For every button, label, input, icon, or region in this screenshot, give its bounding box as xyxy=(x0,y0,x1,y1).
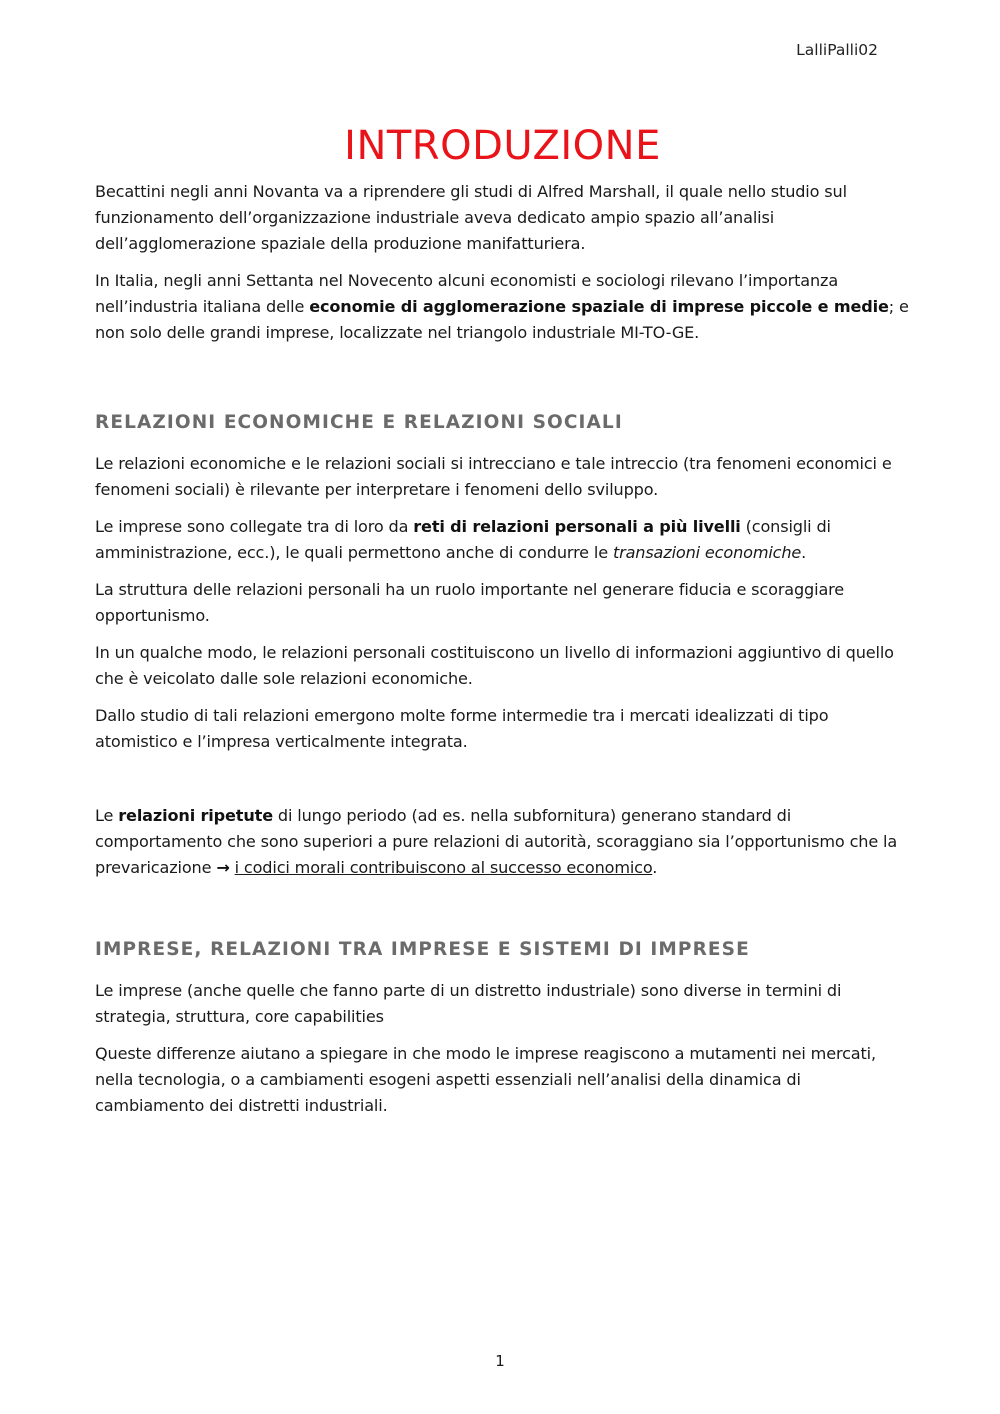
text-run: Le xyxy=(95,806,119,825)
page-number: 1 xyxy=(495,1352,505,1370)
section1-paragraph-1: Le relazioni economiche e le relazioni sociali si intrecciano e tale intreccio (tra fenomeni economici e fenomeni sociali) è rilevante per interpretare i fenomeni dello sviluppo. xyxy=(95,454,892,499)
bold-text: reti di relazioni personali a più livelli xyxy=(413,517,741,536)
section2-paragraph-2: Queste differenze aiutano a spiegare in che modo le imprese reagiscono a mutamenti nei mercati, nella tecnologia, o a cambiamenti esogeni aspetti essenziali nell’analisi della dinamica di cambiamento dei distretti industriali. xyxy=(95,1044,876,1115)
section1-paragraph-4: In un qualche modo, le relazioni personali costituiscono un livello di informazioni aggiuntivo di quello che è veicolato dalle sole relazioni economiche. xyxy=(95,643,894,688)
text-run: In Italia, negli anni Settanta nel Novecento alcuni economisti e sociologi rilevano l’importanza nell’industria italiana delle xyxy=(95,271,839,316)
section-heading-imprese: IMPRESE, RELAZIONI TRA IMPRESE E SISTEMI DI IMPRESE xyxy=(95,939,750,960)
text-run: (consigli di amministrazione, ecc.), le quali permettono anche di condurre le xyxy=(95,517,831,562)
section1-paragraph-2 xyxy=(95,514,910,566)
text-run: di lungo periodo (ad es. nella subfornitura) generano standard di comportamento che sono superiori a pure relazioni di autorità, scoraggiano sia l’opportunismo che la prevaricazione xyxy=(95,806,898,877)
section-heading-relazioni: RELAZIONI ECONOMICHE E RELAZIONI SOCIALI xyxy=(95,412,623,433)
bold-text: economie di agglomerazione spaziale di imprese piccole e medie xyxy=(309,297,889,316)
header-author: LalliPalli02 xyxy=(796,41,878,59)
intro-paragraph-2 xyxy=(95,268,910,346)
underlined-text: i codici morali contribuiscono al successo economico xyxy=(234,858,653,877)
document-body xyxy=(95,122,910,1130)
arrow-right-icon: → xyxy=(216,858,230,877)
text-run: . xyxy=(652,858,658,877)
section1-paragraph-3: La struttura delle relazioni personali ha un ruolo importante nel generare fiducia e scoraggiare opportunismo. xyxy=(95,580,845,625)
intro-paragraph-1: Becattini negli anni Novanta va a riprendere gli studi di Alfred Marshall, il quale nello studio sul funzionamento dell’organizzazione industriale aveva dedicato ampio spazio all’analisi dell’agglomerazione spaziale della produzione manifatturiera. xyxy=(95,182,847,253)
section1-paragraph-5: Dallo studio di tali relazioni emergono molte forme intermedie tra i mercati idealizzati di tipo atomistico e l’impresa verticalmente integrata. xyxy=(95,706,829,751)
section1-paragraph-6 xyxy=(95,803,910,881)
bold-text: relazioni ripetute xyxy=(118,806,273,825)
text-run: ; e non solo delle grandi imprese, localizzate nel triangolo industriale MI-TO-GE. xyxy=(95,297,909,342)
section2-paragraph-1: Le imprese (anche quelle che fanno parte di un distretto industriale) sono diverse in termini di strategia, struttura, core capabilities xyxy=(95,981,842,1026)
page-title: INTRODUZIONE xyxy=(344,123,661,169)
italic-text: transazioni economiche xyxy=(612,543,802,562)
text-run: . xyxy=(801,543,807,562)
text-run: Le imprese sono collegate tra di loro da xyxy=(95,517,414,536)
